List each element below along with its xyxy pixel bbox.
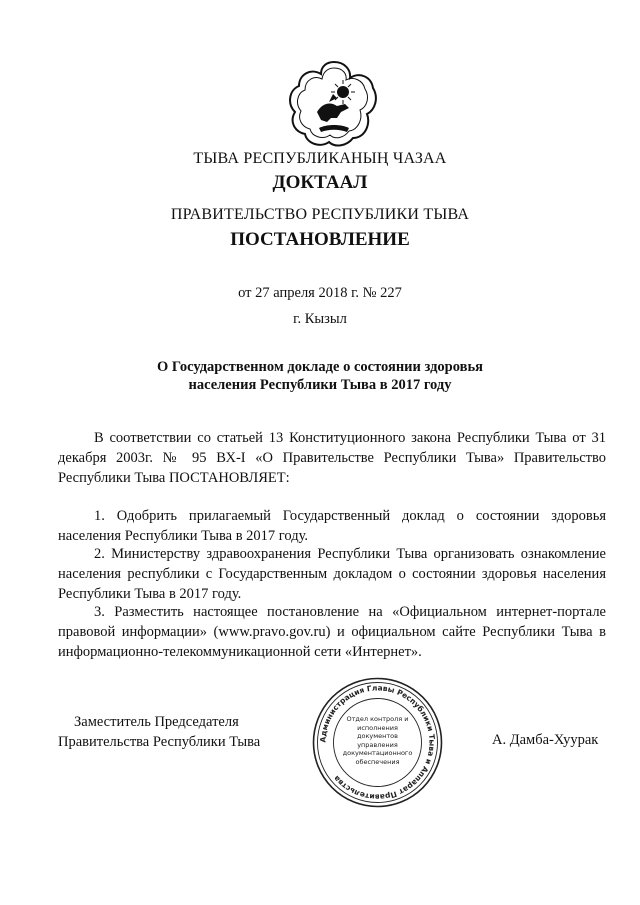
document-type: ПОСТАНОВЛЕНИЕ xyxy=(230,229,410,250)
item-1-paragraph: 1. Одобрить прилагаемый Государственный доклад о состоянии здоровья населения Республики Тыва в 2017 году. xyxy=(58,508,606,544)
title-line-2: населения Республики Тыва в 2017 году xyxy=(188,377,452,393)
preamble-paragraph: В соответствии со статьей 13 Конституционного закона Республики Тыва от 31 декабря 2003г. № 95 ВХ-I «О Правительстве Республики Тыва» Правительство Республики Тыва ПОСТАНОВЛЯЕТ: xyxy=(58,430,606,486)
item-3-paragraph: 3. Разместить настоящее постановление на «Официальном интернет-портале правовой информации» (www.pravo.gov.ru) и официальном сайте Республики Тыва в информационно-телекоммуникационной сети «Интернет». xyxy=(58,604,606,660)
stamp-ring-text: Администрация Главы Республики Тыва и Аппарат Правительства xyxy=(318,683,437,802)
date-number: от 27 апреля 2018 г. № 227 xyxy=(238,285,402,301)
position-line-1: Заместитель Председателя xyxy=(74,714,239,730)
position-line-2: Правительства Республики Тыва xyxy=(58,734,261,750)
signatory-position xyxy=(58,712,260,752)
tuva-document-type: ДОКТААЛ xyxy=(272,172,368,193)
tuva-government-name: ТЫВА РЕСПУБЛИКАНЫҢ ЧАЗАА xyxy=(193,150,447,167)
city: г. Кызыл xyxy=(293,311,347,327)
item-2-paragraph: 2. Министерству здравоохранения Республики Тыва организовать ознакомление населения республики с Государственным докладом о состоянии здоровья населения Республики Тыва в 2017 году. xyxy=(58,546,606,602)
signatory-name: А. Дамба-Хуурак xyxy=(492,732,599,748)
tuva-coat-of-arms-icon xyxy=(287,58,381,150)
document-title xyxy=(0,358,640,394)
government-name: ПРАВИТЕЛЬСТВО РЕСПУБЛИКИ ТЫВА xyxy=(170,206,470,223)
stamp-center-text: Отдел контроля и исполнения документов управления документационного обеспечения xyxy=(342,715,413,766)
official-stamp-icon xyxy=(310,675,445,810)
title-line-1: О Государственном докладе о состоянии здоровья xyxy=(157,359,483,375)
